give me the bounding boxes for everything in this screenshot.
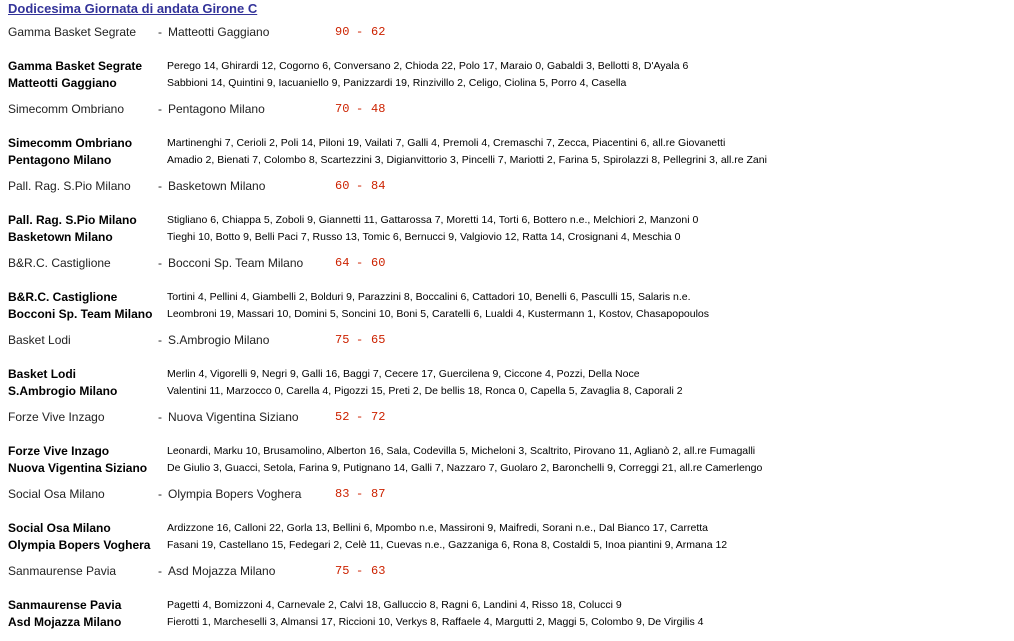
home-team: Forze Vive Inzago <box>8 410 105 424</box>
away-score: 63 <box>371 564 386 578</box>
roster-team-name: Sanmaurense Pavia <box>8 598 122 612</box>
away-score: 60 <box>371 256 386 270</box>
game-block <box>0 487 1014 564</box>
away-score: 87 <box>371 487 386 501</box>
team-separator: - <box>158 179 162 193</box>
team-separator: - <box>158 564 162 578</box>
score-line <box>0 410 1014 426</box>
away-score: 48 <box>371 102 386 116</box>
roster-players: Fierotti 1, Marcheselli 3, Almansi 17, Riccioni 10, Verkys 8, Raffaele 4, Margutti 2, Maggi 5, Colombo 9, De Virgilis 4 <box>167 616 704 628</box>
roster-team-name: Olympia Bopers Voghera <box>8 538 151 552</box>
home-score: 90 <box>335 25 350 39</box>
roster-players: Leombroni 19, Massari 10, Domini 5, Soncini 10, Boni 5, Caratelli 6, Lualdi 4, Kustermann 1, Kostov, Chasapopoulos <box>167 308 710 320</box>
home-team: Sanmaurense Pavia <box>8 564 117 578</box>
away-team: Olympia Bopers Voghera <box>168 487 302 501</box>
roster-team-name: Pall. Rag. S.Pio Milano <box>8 213 137 227</box>
roster-team-name: Forze Vive Inzago <box>8 444 110 458</box>
home-roster <box>0 521 1014 537</box>
away-team: Nuova Vigentina Siziano <box>168 410 299 424</box>
game-block <box>0 25 1014 102</box>
score-separator: - <box>356 564 364 578</box>
roster-players: Martinenghi 7, Cerioli 2, Poli 14, Piloni 19, Vailati 7, Galli 4, Premoli 4, Cremaschi 7, Zecca, Piacentini 6, all.re Giovanetti <box>167 137 726 149</box>
roster-players: Leonardi, Marku 10, Brusamolino, Alberton 16, Sala, Codevilla 5, Micheloni 3, Scaltrito, Pirovano 11, Aglianò 2, all.re Fumagalli <box>167 445 756 457</box>
away-roster <box>0 230 1014 246</box>
team-separator: - <box>158 256 162 270</box>
roster-team-name: Basket Lodi <box>8 367 77 381</box>
home-score: 83 <box>335 487 350 501</box>
roster-team-name: Pentagono Milano <box>8 153 112 167</box>
score-line <box>0 256 1014 272</box>
page-title[interactable]: Dodicesima Giornata di andata Girone C <box>8 1 258 16</box>
roster-players: Stigliano 6, Chiappa 5, Zoboli 9, Giannetti 11, Gattarossa 7, Moretti 14, Torti 6, Bottero n.e., Melchiori 2, Manzoni 0 <box>167 214 699 226</box>
away-roster <box>0 538 1014 554</box>
roster-players: Amadio 2, Bienati 7, Colombo 8, Scartezzini 3, Digianvittorio 3, Pincelli 7, Mariotti 2, Farina 5, Spirolazzi 8, Pellegrini 3, all.re Zani <box>167 154 767 166</box>
away-roster <box>0 153 1014 169</box>
away-score: 62 <box>371 25 386 39</box>
home-score: 52 <box>335 410 350 424</box>
away-roster <box>0 615 1014 631</box>
home-score: 70 <box>335 102 350 116</box>
roster-team-name: B&R.C. Castiglione <box>8 290 118 304</box>
roster-players: Merlin 4, Vigorelli 9, Negri 9, Galli 16, Baggi 7, Cecere 17, Guercilena 9, Ciccone 4, Pozzi, Della Noce <box>167 368 640 380</box>
away-score: 84 <box>371 179 386 193</box>
game-block <box>0 102 1014 179</box>
away-roster <box>0 384 1014 400</box>
away-team: Basketown Milano <box>168 179 266 193</box>
home-roster <box>0 444 1014 460</box>
home-roster <box>0 59 1014 75</box>
roster-players: De Giulio 3, Guacci, Setola, Farina 9, Putignano 14, Galli 7, Nazzaro 7, Guolaro 2, Baronchelli 9, Correggi 21, all.re Camerlengo <box>167 462 763 474</box>
roster-team-name: Gamma Basket Segrate <box>8 59 143 73</box>
roster-players: Perego 14, Ghirardi 12, Cogorno 6, Conversano 2, Chioda 22, Polo 17, Maraio 0, Gabaldi 3, Bellotti 8, D'Ayala 6 <box>167 60 689 72</box>
roster-players: Pagetti 4, Bomizzoni 4, Carnevale 2, Calvi 18, Galluccio 8, Ragni 6, Landini 4, Risso 18, Colucci 9 <box>167 599 622 611</box>
game-block <box>0 410 1014 487</box>
roster-team-name: Simecomm Ombriano <box>8 136 133 150</box>
roster-team-name: Nuova Vigentina Siziano <box>8 461 148 475</box>
roster-players: Ardizzone 16, Calloni 22, Gorla 13, Bellini 6, Mpombo n.e, Massironi 9, Maifredi, Sorani n.e., Dal Bianco 17, Carretta <box>167 522 709 534</box>
score-separator: - <box>356 487 364 501</box>
team-separator: - <box>158 25 162 39</box>
roster-team-name: Basketown Milano <box>8 230 113 244</box>
roster-team-name: Bocconi Sp. Team Milano <box>8 307 153 321</box>
roster-players: Fasani 19, Castellano 15, Fedegari 2, Celè 11, Cuevas n.e., Gazzaniga 6, Rona 8, Costaldi 5, Inoa piantini 9, Armana 12 <box>167 539 728 551</box>
home-score: 64 <box>335 256 350 270</box>
roster-team-name: Social Osa Milano <box>8 521 111 535</box>
game-block <box>0 256 1014 333</box>
team-separator: - <box>158 410 162 424</box>
team-separator: - <box>158 487 162 501</box>
game-block <box>0 564 1014 641</box>
roster-players: Tieghi 10, Botto 9, Belli Paci 7, Russo 13, Tomic 6, Bernucci 9, Valgiovio 12, Ratta 14, Crosignani 4, Meschia 0 <box>167 231 681 243</box>
home-score: 75 <box>335 333 350 347</box>
roster-players: Valentini 11, Marzocco 0, Carella 4, Pigozzi 15, Preti 2, De bellis 18, Ronca 0, Capella 5, Zavaglia 8, Caporali 2 <box>167 385 683 397</box>
score-separator: - <box>356 102 364 116</box>
home-team: Pall. Rag. S.Pio Milano <box>8 179 131 193</box>
away-team: S.Ambrogio Milano <box>168 333 270 347</box>
away-team: Matteotti Gaggiano <box>168 25 270 39</box>
game-block <box>0 333 1014 410</box>
away-score: 72 <box>371 410 386 424</box>
roster-players: Sabbioni 14, Quintini 9, Iacuaniello 9, Panizzardi 19, Rinzivillo 2, Celigo, Ciolina 5, Porro 4, Casella <box>167 77 627 89</box>
roster-team-name: Asd Mojazza Milano <box>8 615 122 629</box>
home-roster <box>0 598 1014 614</box>
score-separator: - <box>356 179 364 193</box>
game-block <box>0 179 1014 256</box>
team-separator: - <box>158 102 162 116</box>
score-separator: - <box>356 333 364 347</box>
team-separator: - <box>158 333 162 347</box>
home-team: Basket Lodi <box>8 333 71 347</box>
score-separator: - <box>356 256 364 270</box>
away-roster <box>0 76 1014 92</box>
score-line <box>0 487 1014 503</box>
score-line <box>0 179 1014 195</box>
away-team: Pentagono Milano <box>168 102 265 116</box>
away-team: Asd Mojazza Milano <box>168 564 276 578</box>
roster-team-name: Matteotti Gaggiano <box>8 76 117 90</box>
home-team: Simecomm Ombriano <box>8 102 125 116</box>
home-roster <box>0 367 1014 383</box>
home-roster <box>0 290 1014 306</box>
home-team: B&R.C. Castiglione <box>8 256 111 270</box>
home-team: Gamma Basket Segrate <box>8 25 137 39</box>
score-separator: - <box>356 25 364 39</box>
roster-team-name: S.Ambrogio Milano <box>8 384 118 398</box>
away-score: 65 <box>371 333 386 347</box>
roster-players: Tortini 4, Pellini 4, Giambelli 2, Bolduri 9, Parazzini 8, Boccalini 6, Cattadori 10, Benelli 6, Pasculli 15, Salaris n.e. <box>167 291 691 303</box>
home-score: 60 <box>335 179 350 193</box>
away-roster <box>0 461 1014 477</box>
score-line <box>0 564 1014 580</box>
score-separator: - <box>356 410 364 424</box>
score-line <box>0 333 1014 349</box>
home-roster <box>0 136 1014 152</box>
away-team: Bocconi Sp. Team Milano <box>168 256 304 270</box>
home-score: 75 <box>335 564 350 578</box>
home-team: Social Osa Milano <box>8 487 105 501</box>
score-line <box>0 102 1014 118</box>
score-line <box>0 25 1014 41</box>
home-roster <box>0 213 1014 229</box>
away-roster <box>0 307 1014 323</box>
